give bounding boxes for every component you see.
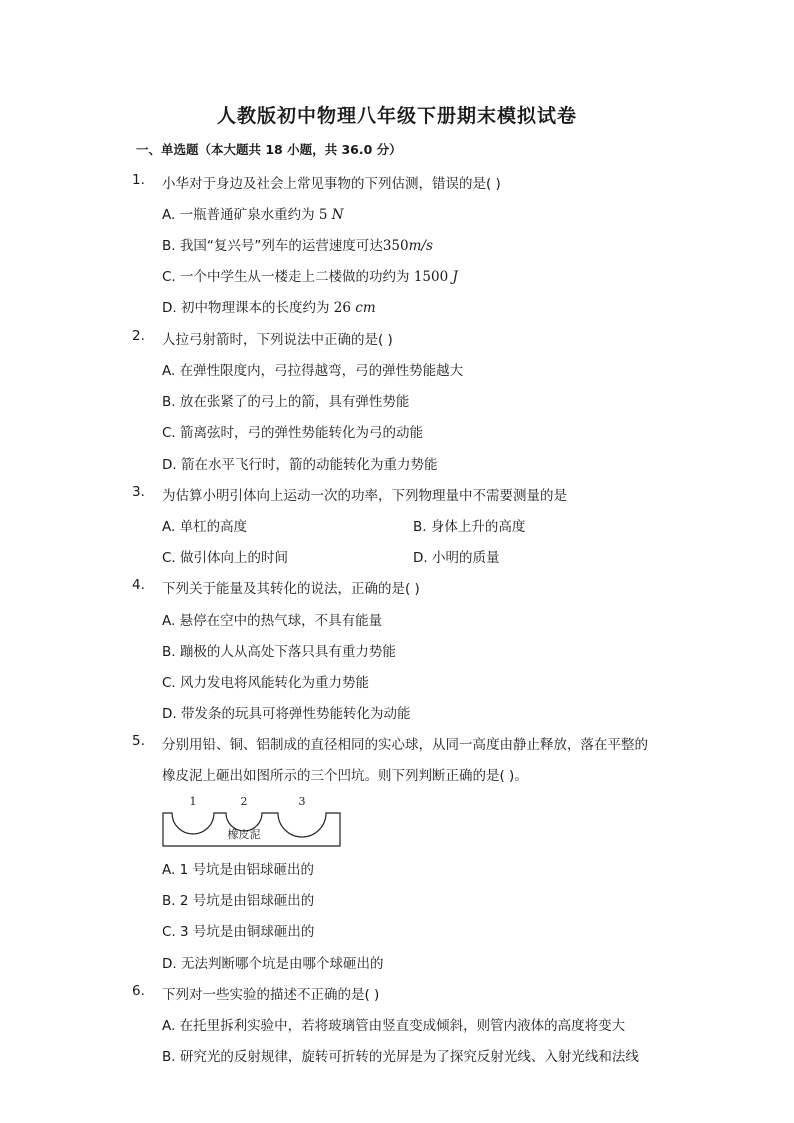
option-4b: B. 蹦极的人从高处下落只具有重力势能 bbox=[162, 644, 396, 660]
question-stem: 为估算小明引体向上运动一次的功率，下列物理量中不需要测量的是 bbox=[162, 488, 567, 504]
option-2d: D. 箭在水平飞行时，箭的动能转化为重力势能 bbox=[162, 457, 438, 473]
option-5d: D. 无法判断哪个坑是由哪个球砸出的 bbox=[162, 956, 384, 972]
option-3a: A. 单杠的高度 bbox=[162, 519, 248, 535]
option-1d: D. 初中物理课本的长度约为 26 cm bbox=[162, 300, 376, 316]
crater-label-2: 2 bbox=[240, 795, 248, 808]
option-5b: B. 2 号坑是由铝球砸出的 bbox=[162, 893, 315, 909]
question-stem: 下列关于能量及其转化的说法，正确的是( ) bbox=[162, 581, 420, 597]
question-number: 3. bbox=[132, 484, 145, 500]
question-number: 6. bbox=[132, 983, 145, 999]
option-3b: B. 身体上升的高度 bbox=[413, 519, 526, 535]
option-1c: C. 一个中学生从一楼走上二楼做的功约为 1500 J bbox=[162, 269, 458, 285]
plasticine-craters-figure bbox=[162, 793, 344, 849]
question-stem-continued: 橡皮泥上砸出如图所示的三个凹坑。则下列判断正确的是( )。 bbox=[162, 768, 528, 784]
question-stem: 人拉弓射箭时，下列说法中正确的是( ) bbox=[162, 332, 393, 348]
option-1b: B. 我国“复兴号”列车的运营速度可达350m/s bbox=[162, 238, 433, 254]
option-3c: C. 做引体向上的时间 bbox=[162, 550, 289, 566]
question-stem: 下列对一些实验的描述不正确的是( ) bbox=[162, 987, 380, 1003]
option-2c: C. 箭离弦时，弓的弹性势能转化为弓的动能 bbox=[162, 425, 424, 441]
crater-label-3: 3 bbox=[298, 795, 306, 808]
option-4d: D. 带发条的玩具可将弹性势能转化为动能 bbox=[162, 706, 411, 722]
option-5a: A. 1 号坑是由铝球砸出的 bbox=[162, 862, 314, 878]
question-number: 5. bbox=[132, 733, 145, 749]
option-6a: A. 在托里拆利实验中，若将玻璃管由竖直变成倾斜，则管内液体的高度将变大 bbox=[162, 1018, 626, 1034]
question-number: 2. bbox=[132, 328, 145, 344]
figure-caption: 橡皮泥 bbox=[227, 828, 261, 841]
option-4a: A. 悬停在空中的热气球，不具有能量 bbox=[162, 613, 383, 629]
option-2b: B. 放在张紧了的弓上的箭，具有弹性势能 bbox=[162, 394, 410, 410]
option-3d: D. 小明的质量 bbox=[413, 550, 500, 566]
option-5c: C. 3 号坑是由铜球砸出的 bbox=[162, 924, 315, 940]
question-stem: 分别用铅、铜、铝制成的直径相同的实心球，从同一高度由静止释放，落在平整的 bbox=[162, 737, 648, 753]
option-4c: C. 风力发电将风能转化为重力势能 bbox=[162, 675, 370, 691]
option-6b: B. 研究光的反射规律，旋转可折转的光屏是为了探究反射光线、入射光线和法线 bbox=[162, 1049, 639, 1065]
question-number: 1. bbox=[132, 172, 145, 188]
question-stem: 小华对于身边及社会上常见事物的下列估测，错误的是( ) bbox=[162, 176, 501, 192]
question-number: 4. bbox=[132, 577, 145, 593]
option-1a: A. 一瓶普通矿泉水重约为 5 N bbox=[162, 207, 344, 223]
section-heading: 一、单选题（本大题共 18 小题，共 36.0 分） bbox=[136, 142, 402, 157]
page-title: 人教版初中物理八年级下册期末模拟试卷 bbox=[216, 105, 577, 127]
option-2a: A. 在弹性限度内，弓拉得越弯，弓的弹性势能越大 bbox=[162, 363, 464, 379]
crater-label-1: 1 bbox=[189, 795, 197, 808]
